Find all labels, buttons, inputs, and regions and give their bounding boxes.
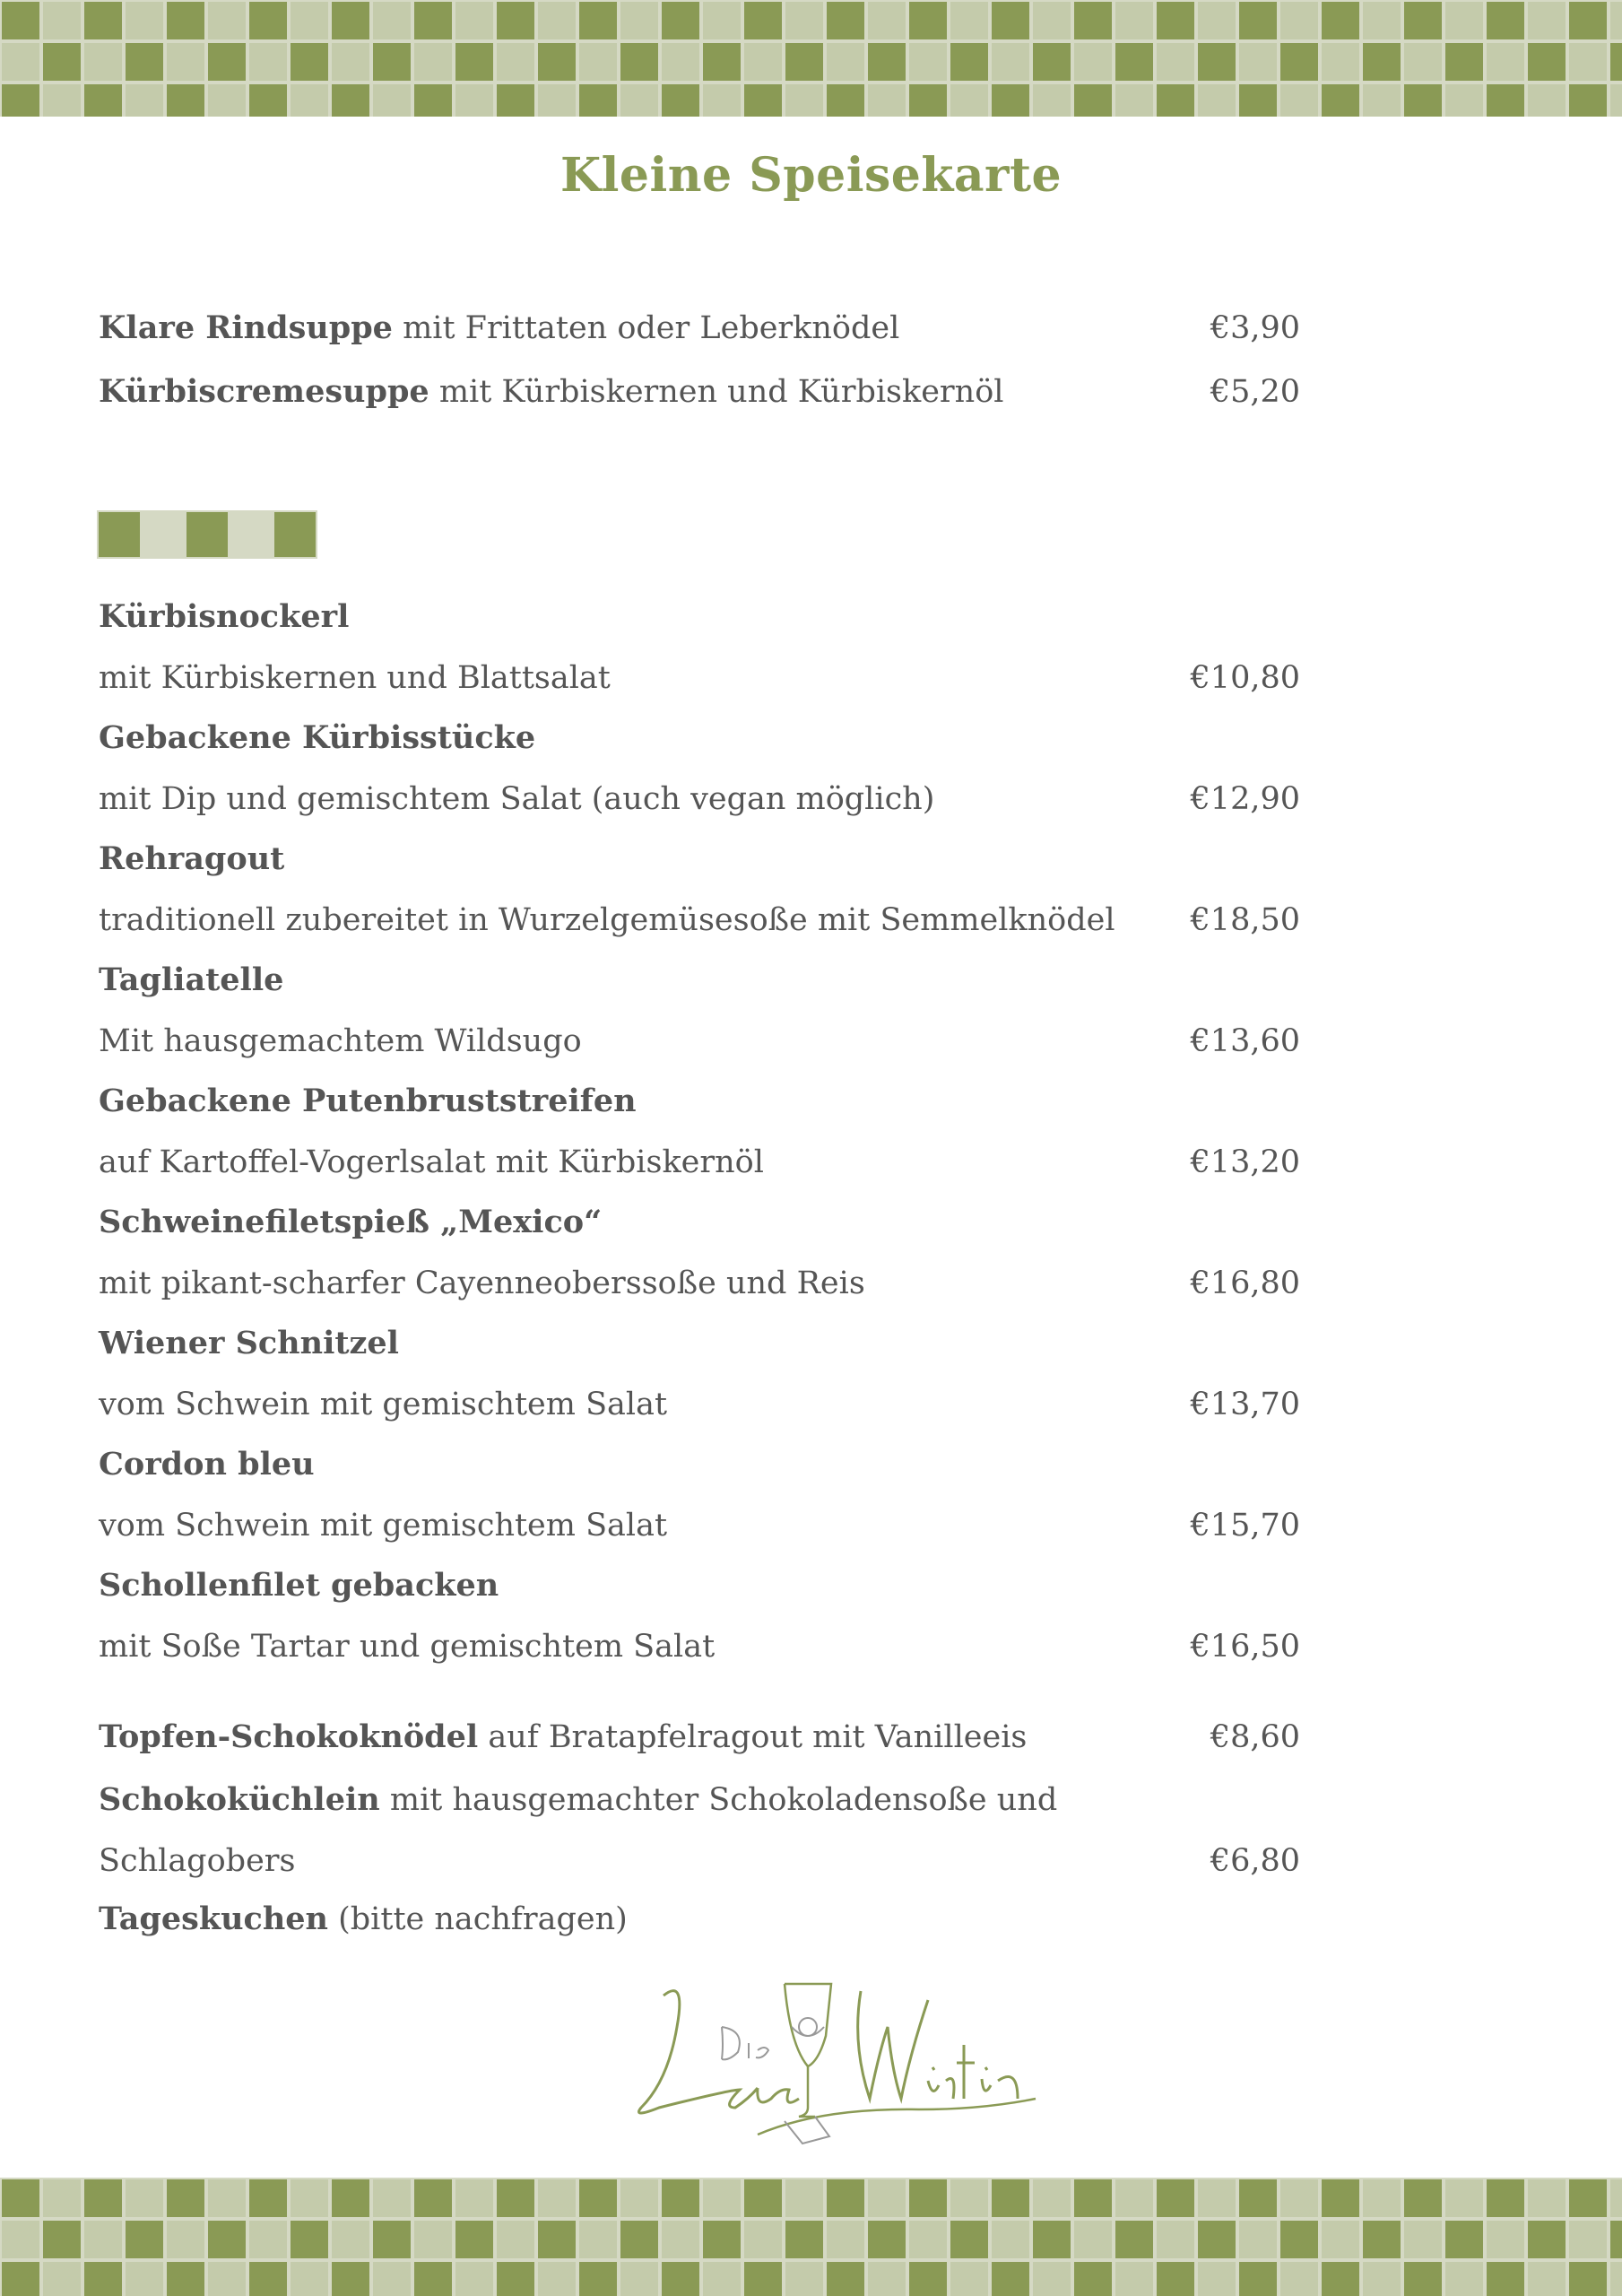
- item-description: auf Kartoffel-Vogerlsalat mit Kürbiskernöl: [99, 1144, 764, 1180]
- item-description: mit Soße Tartar und gemischtem Salat: [99, 1629, 716, 1665]
- item-description: traditionell zubereitet in Wurzelgemüsesoße mit Semmelknödel: [99, 902, 1115, 938]
- page-title: Kleine Speisekarte: [559, 148, 1063, 203]
- item-description: auf Bratapfelragout mit Vanilleeis: [478, 1719, 1028, 1755]
- item-name: Cordon bleu: [99, 1446, 315, 1483]
- menu-item-dessert: [99, 1898, 1300, 1941]
- top-checkered-border: [0, 0, 1622, 117]
- item-description: vom Schwein mit gemischtem Salat: [99, 1508, 668, 1544]
- item-name: Gebackene Putenbruststreifen: [99, 1083, 637, 1119]
- item-description: mit pikant-scharfer Cayenneoberssoße und Reis: [99, 1265, 865, 1301]
- wine-glass-icon: [623, 1973, 1045, 2161]
- item-name: Schollenfilet gebacken: [99, 1567, 499, 1604]
- menu-item-name-row: [99, 838, 1300, 881]
- checkered-divider: [97, 510, 317, 562]
- menu-item-desc-row: [99, 1625, 1300, 1668]
- item-name: Tageskuchen: [99, 1900, 328, 1937]
- item-description: mit Frittaten oder Leberknödel: [392, 310, 900, 346]
- item-description: vom Schwein mit gemischtem Salat: [99, 1387, 668, 1422]
- item-price: €15,70: [1190, 1508, 1300, 1544]
- menu-item-name-row: [99, 596, 1300, 639]
- menu-item-desc-row: [99, 899, 1300, 942]
- menu-item-name-row: [99, 1322, 1300, 1365]
- menu-item-desc-row: [99, 778, 1300, 821]
- item-price: €10,80: [1190, 660, 1300, 696]
- menu-item-dessert-continued: [99, 1839, 1300, 1883]
- item-name: Kürbiscremesuppe: [99, 373, 429, 410]
- menu-item-name-row: [99, 959, 1300, 1002]
- item-price: €3,90: [1210, 310, 1300, 346]
- menu-item-name-row: [99, 717, 1300, 760]
- item-name: Topfen-Schokoknödel: [99, 1718, 479, 1755]
- menu-item-desc-row: [99, 1504, 1300, 1547]
- bottom-checkered-border: [0, 2178, 1622, 2296]
- item-name: Klare Rindsuppe: [99, 309, 393, 346]
- menu-item-soup: [99, 370, 1300, 413]
- item-price: €13,70: [1190, 1387, 1300, 1422]
- item-price: €16,80: [1190, 1265, 1300, 1301]
- menu-item-name-row: [99, 1443, 1300, 1486]
- menu-item-dessert: [99, 1716, 1300, 1759]
- item-price: €18,50: [1190, 902, 1300, 938]
- menu-item-desc-row: [99, 1262, 1300, 1305]
- item-price: €6,80: [1210, 1843, 1300, 1879]
- item-description: mit hausgemachter Schokoladensoße und: [379, 1782, 1058, 1818]
- item-price: €12,90: [1190, 781, 1300, 817]
- menu-item-desc-row: [99, 657, 1300, 700]
- item-name: Tagliatelle: [99, 961, 284, 998]
- menu-item-name-row: [99, 1201, 1300, 1244]
- item-description: (bitte nachfragen): [328, 1901, 628, 1937]
- item-name: Rehragout: [99, 840, 285, 877]
- item-description: mit Dip und gemischtem Salat (auch vegan möglich): [99, 781, 935, 817]
- item-price: €13,60: [1190, 1023, 1300, 1059]
- item-description: Mit hausgemachtem Wildsugo: [99, 1023, 582, 1059]
- menu-item-desc-row: [99, 1141, 1300, 1184]
- item-name: Gebackene Kürbisstücke: [99, 719, 536, 756]
- menu-item-soup: [99, 307, 1300, 350]
- item-description: mit Kürbiskernen und Blattsalat: [99, 660, 611, 696]
- item-price: €16,50: [1190, 1629, 1300, 1665]
- item-name: Schokoküchlein: [99, 1781, 380, 1818]
- item-name: Kürbisnockerl: [99, 598, 350, 635]
- item-price: €5,20: [1210, 374, 1300, 410]
- menu-item-desc-row: [99, 1383, 1300, 1426]
- item-name: Wiener Schnitzel: [99, 1325, 399, 1361]
- menu-item-desc-row: [99, 1020, 1300, 1063]
- item-price: €13,20: [1190, 1144, 1300, 1180]
- item-price: €8,60: [1210, 1719, 1300, 1755]
- menu-item-name-row: [99, 1564, 1300, 1607]
- menu-item-name-row: [99, 1080, 1300, 1123]
- menu-item-dessert: [99, 1779, 1300, 1822]
- landwirtin-logo: [623, 1973, 1045, 2161]
- item-name: Schweinefiletspieß „Mexico“: [99, 1204, 603, 1240]
- item-description: mit Kürbiskernen und Kürbiskernöl: [429, 374, 1004, 410]
- item-description: Schlagobers: [99, 1843, 296, 1879]
